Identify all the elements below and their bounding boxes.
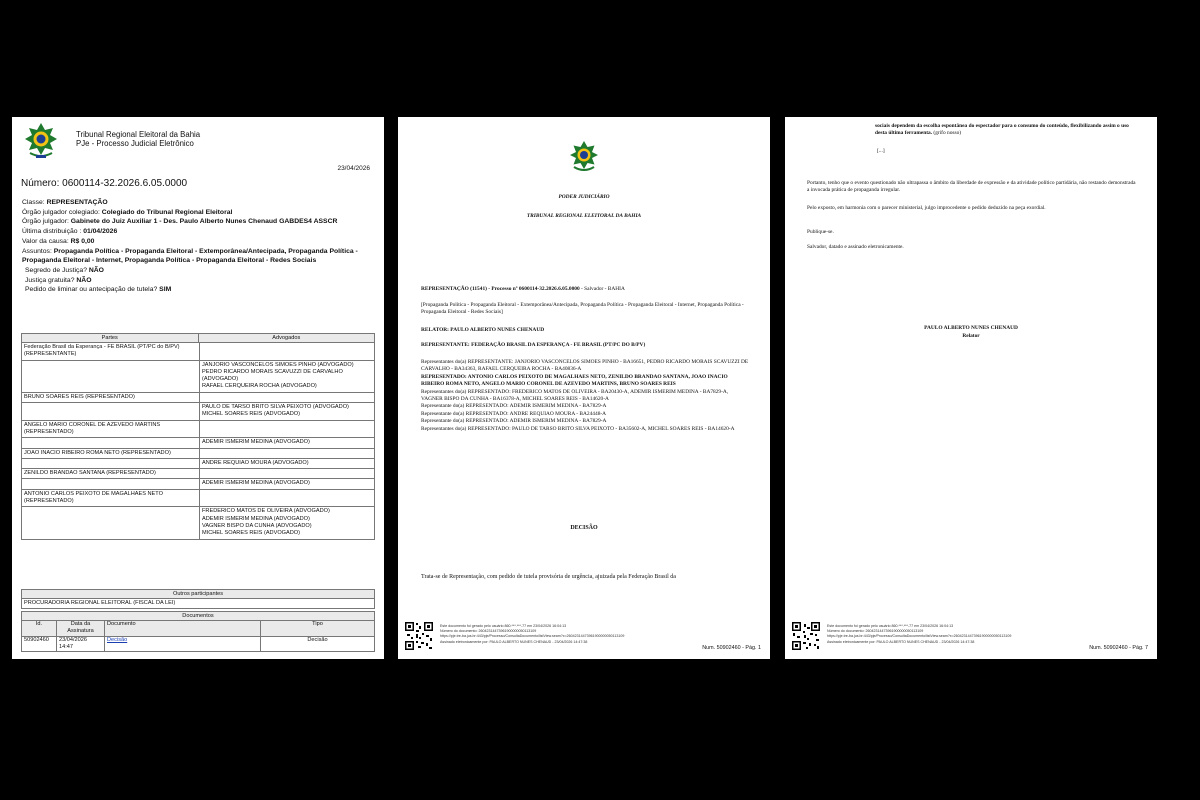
process-number xyxy=(21,178,187,189)
footer-line-2: Número do documento: 26042314473961900000050113109 xyxy=(827,629,924,634)
doc-id: 50902460 xyxy=(24,636,49,643)
outros-value: PROCURADORIA REGIONAL ELEITORAL (FISCAL DA LEI) xyxy=(24,600,176,606)
court-line-2: PJe - Processo Judicial Eletrônico xyxy=(76,139,194,148)
footer-line-1: Este documento foi gerado pelo usuário 860.***.***-77 em 23/04/2026 16:04:13 xyxy=(440,624,567,628)
valor-label: Valor da causa: xyxy=(22,237,69,245)
decision-first-page xyxy=(398,117,770,659)
table-row xyxy=(22,393,374,403)
reps-line-5: Representante do(a) REPRESENTADO: ADEMIR ISMERIM MEDINA - BA7829-A xyxy=(421,418,607,425)
parties-table-header xyxy=(22,334,374,343)
decisao-title: DECISÃO xyxy=(570,525,598,531)
process-number-value: 0600114-32.2026.6.05.0000 xyxy=(62,178,188,189)
party-name xyxy=(22,361,199,392)
representante-text: REPRESENTANTE: FEDERAÇÃO BRASIL DA ESPERANÇA - FE BRASIL (PT/PC DO B/PV) xyxy=(421,342,646,348)
party-name xyxy=(22,507,199,538)
reps-line-6: Representantes do(a) REPRESENTADO: PAULO DE TARSO BRITO SILVA PEIXOTO - BA35602-A, MICHEL SOARES REIS - BA14620-A xyxy=(421,425,735,432)
table-row xyxy=(22,438,374,448)
liminar-value: SIM xyxy=(159,286,172,294)
lawyer-name: FREDERICO MATOS DE OLIVEIRA (ADVOGADO) xyxy=(202,508,330,515)
lawyers-cell xyxy=(199,421,374,438)
table-row xyxy=(22,490,374,508)
brasao-icon xyxy=(569,140,599,174)
classe-label: Classe: xyxy=(22,199,45,206)
poder-judiciario: PODER JUDICIÁRIO xyxy=(558,194,610,200)
representado-line xyxy=(421,374,751,389)
doc-tipo: Decisão xyxy=(260,637,374,652)
reps-line-2: Representantes do(a) REPRESENTADO: FREDERICO MATOS DE OLIVEIRA - BA20430-A, ADEMIR ISMERIM MEDINA - BA7829-A, VAGNER BISPO DA CUNHA - BA16378-A, MICHEL SOARES REIS - BA14620-A xyxy=(421,388,729,403)
lawyer-name: MICHEL SOARES REIS (ADVOGADO) xyxy=(202,530,301,537)
page-number: Num. 50902460 - Pág. 7 xyxy=(1089,644,1148,651)
doc-date: 23/04/2026 14:47 xyxy=(56,637,104,652)
qr-code-icon xyxy=(791,621,821,651)
table-row xyxy=(22,479,374,489)
lawyer-name: PAULO DE TARSO BRITO SILVA PEIXOTO (ADVOGADO) xyxy=(202,404,349,411)
pje-summary-page xyxy=(12,117,384,659)
orgao-value: Gabinete do Juiz Auxiliar 1 - Des. Paulo Alberto Nunes Chenaud GABDES4 ASSCR xyxy=(70,218,338,226)
assuntos-label: Assuntos: xyxy=(22,247,52,255)
representante-line xyxy=(421,342,751,349)
footer-line-3: https://pje.tre-ba.jus.br:443/pje/Processo/ConsultaDocumento/listView.seam?x=26042314473961900000050113109 xyxy=(440,634,625,639)
docs-col-date: Data da Assinatura xyxy=(56,621,104,637)
footer-line-3: https://pje.tre-ba.jus.br:443/pje/Processo/ConsultaDocumento/listView.seam?x=26042314473961900000050113109 xyxy=(827,634,1012,639)
liminar-label: Pedido de liminar ou antecipação de tutela? xyxy=(25,286,158,294)
lawyer-name: ADEMIR ISMERIM MEDINA (ADVOGADO) xyxy=(202,515,310,522)
paragraph-4: Salvador, datado e assinado eletronicamente. xyxy=(807,244,904,250)
table-row xyxy=(22,459,374,469)
docs-col-id: Id. xyxy=(22,621,56,637)
party-name: ANGELO MARIO CORONEL DE AZEVEDO MARTINS (REPRESENTADO) xyxy=(24,421,161,435)
distribuicao-label: Última distribuição : xyxy=(22,228,82,236)
lawyers-cell xyxy=(199,479,374,488)
decision-body: Trata-se de Representação, com pedido de tutela provisória de urgência, ajuizada pela Federação Brasil da xyxy=(421,574,676,580)
parties-table xyxy=(21,333,375,540)
ellipsis: [...] xyxy=(877,148,885,154)
table-row xyxy=(22,469,374,479)
footer-line-2: Número do documento: 26042314473961900000050113109 xyxy=(440,629,537,634)
lawyers-cell xyxy=(199,507,374,538)
outros-title: Outros participantes xyxy=(22,590,374,599)
tribunal-name: TRIBUNAL REGIONAL ELEITORAL DA BAHIA xyxy=(526,213,642,219)
signer-role: Relator xyxy=(962,333,980,339)
documents-table xyxy=(21,611,375,652)
parties-block xyxy=(421,359,751,433)
orgao-colegiado-value: Colegiado do Tribunal Regional Eleitoral xyxy=(101,208,233,216)
representado-text: REPRESENTADO: ANTONIO CARLOS PEIXOTO DE MAGALHAES NETO, ZENILDO BRANDAO SANTANA, JOAO INACIO RIBEIRO ROMA NETO, ANGELO MARIO CORONEL DE AZEVEDO MARTINS, BRUNO SOARES REIS xyxy=(421,373,728,388)
party-name: JOAO INACIO RIBEIRO ROMA NETO (REPRESENTADO) xyxy=(24,449,171,456)
lawyers-cell xyxy=(199,361,374,392)
lawyers-cell xyxy=(199,490,374,507)
quote-end xyxy=(875,123,1140,138)
party-name xyxy=(22,479,199,488)
docs-header xyxy=(22,621,374,637)
other-participants-table xyxy=(21,589,375,609)
representation-line xyxy=(421,286,751,293)
orgao-colegiado-label: Órgão julgador colegiado: xyxy=(22,208,100,216)
pje-header xyxy=(24,122,374,164)
footer-line-4: Assinado eletronicamente por: PAULO ALBERTO NUNES CHENAUD - 23/04/2026 14:47:38 xyxy=(827,639,975,644)
table-row xyxy=(22,449,374,459)
segredo-label: Segredo de Justiça? xyxy=(25,266,87,274)
table-row xyxy=(22,403,374,421)
distribuicao-value: 01/04/2026 xyxy=(83,228,118,236)
lawyer-name: RAFAEL CERQUEIRA ROCHA (ADVOGADO) xyxy=(202,383,317,390)
decision-last-page xyxy=(785,117,1157,659)
party-name: ZENILDO BRANDAO SANTANA (REPRESENTADO) xyxy=(24,470,156,477)
table-row xyxy=(22,361,374,393)
valor-value: R$ 0,00 xyxy=(70,237,95,245)
quote-bold: sociais dependem da escolha espontânea do espectador para o consumo do conteúdo, flexibilizando assim o uso desta última ferramenta. xyxy=(875,123,1129,137)
relator-line xyxy=(421,327,751,334)
assuntos-text: [Propaganda Política - Propaganda Eleitoral - Extemporânea/Antecipada, Propaganda Política - Propaganda Eleitoral - Internet, Propaganda Política - Propaganda Eleitoral - Redes Sociais] xyxy=(421,302,744,316)
lawyers-cell xyxy=(199,459,374,468)
representation-rest: - Salvador - BAHIA xyxy=(579,286,625,292)
lawyer-name: ANDRE REQUIAO MOURA (ADVOGADO) xyxy=(202,459,309,466)
signer-name: PAULO ALBERTO NUNES CHENAUD xyxy=(924,325,1018,331)
paragraph-2: Pelo exposto, em harmonia com o parecer ministerial, julgo improcedente o pedido deduzido na peça exordial. xyxy=(807,205,1046,211)
classe-value: REPRESENTAÇÃO xyxy=(46,199,108,206)
document-date: 23/04/2026 xyxy=(337,165,370,172)
lawyer-name: ADEMIR ISMERIM MEDINA (ADVOGADO) xyxy=(202,439,310,446)
court-name xyxy=(76,130,200,148)
page-footer xyxy=(404,621,764,653)
lawyer-name: JANJORIO VASCONCELOS SIMOES PINHO (ADVOGADO) xyxy=(202,361,354,368)
footer-text xyxy=(440,624,680,645)
reps-line-1: Representantes do(a) REPRESENTANTE: JANJORIO VASCONCELOS SIMOES PINHO - BA16651, PEDRO RICARDO MORAIS SCAVUZZI DE CARVALHO - BA34363, RAFAEL CERQUEIRA ROCHA - BA40836-A xyxy=(421,359,749,373)
table-row xyxy=(22,421,374,439)
party-name xyxy=(22,403,199,420)
qr-code-icon xyxy=(404,621,434,651)
quote-rest: (grifo nosso) xyxy=(932,130,962,137)
lawyers-cell xyxy=(199,393,374,402)
docs-col-documento: Documento xyxy=(104,621,260,637)
party-name: Federação Brasil da Esperança - FE BRASIL (PT/PC do B/PV) (REPRESENTANTE) xyxy=(24,344,180,358)
representation-bold: REPRESENTAÇÃO (11541) - Processo nº 0600114-32.2026.6.05.0000 xyxy=(421,286,580,292)
page-number: Num. 50902460 - Pág. 1 xyxy=(702,644,761,651)
docs-col-tipo: Tipo xyxy=(260,621,374,637)
orgao-label: Órgão julgador: xyxy=(22,218,69,226)
lawyer-name: ADEMIR ISMERIM MEDINA (ADVOGADO) xyxy=(202,480,310,487)
lawyer-name: PEDRO RICARDO MORAIS SCAVUZZI DE CARVALHO (ADVOGADO) xyxy=(202,368,343,383)
doc-link[interactable]: Decisão xyxy=(107,636,128,643)
brasao-icon xyxy=(24,122,58,160)
table-row xyxy=(22,507,374,538)
lawyers-cell xyxy=(199,449,374,458)
party-name xyxy=(22,438,199,447)
party-name: ANTONIO CARLOS PEIXOTO DE MAGALHAES NETO (REPRESENTADO) xyxy=(24,490,163,505)
court-line-1: Tribunal Regional Eleitoral da Bahia xyxy=(76,130,201,139)
page-footer xyxy=(791,621,1151,653)
parties-table-body xyxy=(22,343,374,539)
paragraph-1: Portanto, tenho que o evento questionado não ultrapassa o âmbito da liberdade de expressão e da atividade político partidária, não restando demonstrada a invocada prática de propaganda irregular. xyxy=(807,180,1136,194)
docs-row xyxy=(22,637,374,652)
paragraph-3: Publique-se. xyxy=(807,229,834,235)
lawyer-name: MICHEL SOARES REIS (ADVOGADO) xyxy=(202,411,301,418)
footer-line-1: Este documento foi gerado pelo usuário 860.***.***-77 em 23/04/2026 16:04:13 xyxy=(827,624,954,628)
process-number-label: Número: xyxy=(21,178,60,189)
lawyers-cell xyxy=(199,469,374,478)
docs-title: Documentos xyxy=(22,612,374,621)
gratuita-value: NÃO xyxy=(76,276,92,284)
relator-text: RELATOR: PAULO ALBERTO NUNES CHENAUD xyxy=(421,327,545,333)
segredo-value: NÃO xyxy=(88,266,104,274)
reps-line-3: Representante do(a) REPRESENTADO: ADEMIR ISMERIM MEDINA - BA7829-A xyxy=(421,403,607,410)
col-advogados: Advogados xyxy=(198,334,375,342)
assuntos-value: Propaganda Política - Propaganda Eleitoral - Extemporânea/Antecipada, Propaganda Política - Propaganda Eleitoral - Internet, Propaganda Política - Propaganda Eleitoral - Redes Sociais xyxy=(22,247,358,265)
party-name xyxy=(22,459,199,468)
lawyers-cell xyxy=(199,403,374,420)
lawyers-cell xyxy=(199,343,374,360)
footer-line-4: Assinado eletronicamente por: PAULO ALBERTO NUNES CHENAUD - 23/04/2026 14:47:38 xyxy=(440,639,588,644)
table-row xyxy=(22,343,374,361)
lawyer-name: VAGNER BISPO DA CUNHA (ADVOGADO) xyxy=(202,522,312,529)
gratuita-label: Justiça gratuita? xyxy=(25,276,75,284)
footer-text xyxy=(827,624,1067,645)
party-name: BRUNO SOARES REIS (REPRESENTADO) xyxy=(24,393,135,400)
col-partes: Partes xyxy=(101,335,118,341)
reps-line-4: Representante do(a) REPRESENTADO: ANDRE REQUIAO MOURA - BA24448-A xyxy=(421,410,607,417)
lawyers-cell xyxy=(199,438,374,447)
process-info xyxy=(22,198,372,295)
